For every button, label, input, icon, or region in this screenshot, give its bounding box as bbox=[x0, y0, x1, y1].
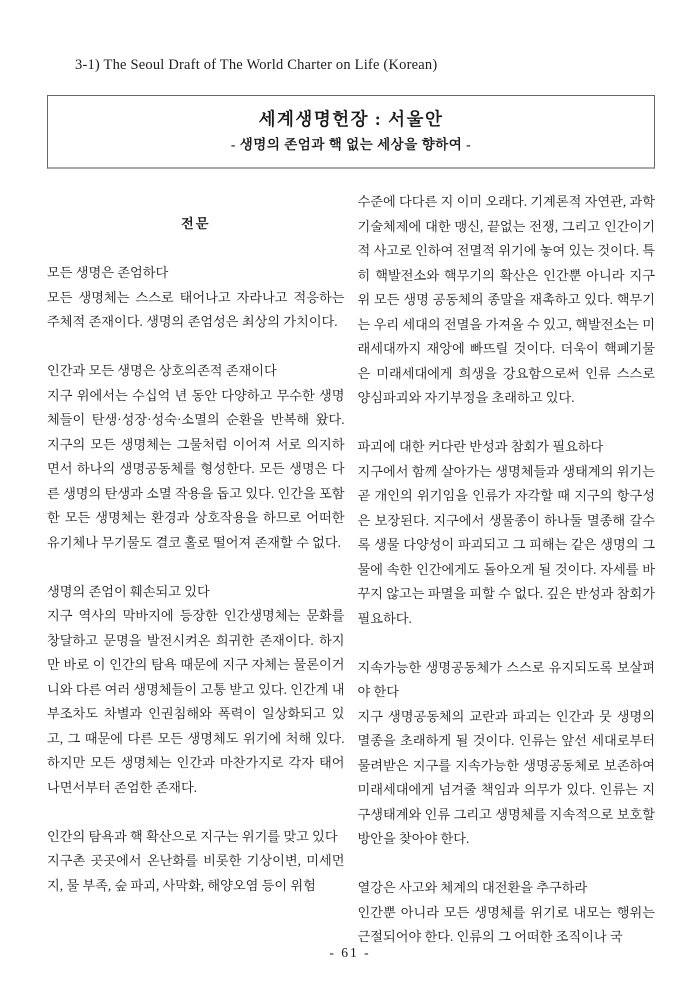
section-body: 모든 생명체는 스스로 태어나고 자라나고 적응하는 주체적 존재이다. 생명의 존엄성은 최상의 가치이다. bbox=[47, 289, 345, 329]
section-heading: 지속가능한 생명공동체가 스스로 유지되도록 보살펴야 한다 bbox=[357, 659, 655, 699]
section-body: 인간뿐 아니라 모든 생명체를 위기로 내모는 행위는 근절되어야 한다. 인류의 그 어떠한 조직이나 국 bbox=[357, 904, 655, 944]
section-heading: 열강은 사고와 체계의 대전환을 추구하라 bbox=[357, 880, 588, 895]
section-heading: 모든 생명은 존엄하다 bbox=[47, 265, 169, 280]
section-sustainable-community bbox=[358, 656, 656, 852]
section-reflection-repentance bbox=[358, 435, 656, 631]
section-dignity-damaged bbox=[47, 580, 345, 801]
section-body: 지구 역사의 막바지에 등장한 인간생명체는 문화를 창달하고 문명을 발전시켜온 희귀한 존재이다. 하지만 바로 이 인간의 탐욕 때문에 지구 자체는 물론이거니와 다른 여러 생명체들이 고통 받고 있다. 인간계 내부조차도 차별과 인권침해와 폭력이 일상화되고 있고, 그 때문에 다른 모든 생명체도 위기에 처해 있다. 하지만 모든 생명체는 인간과 마찬가지로 각자 태어나면서부터 존엄한 존재다. bbox=[47, 608, 345, 795]
section-heading: 인간의 탐욕과 핵 확산으로 지구는 위기를 맞고 있다 bbox=[47, 828, 338, 844]
section-body: 지구에서 함께 살아가는 생명체들과 생태계의 위기는 곧 개인의 위기임을 인류가 자각할 때 지구의 항구성은 보장된다. 지구에서 생물종이 하나둘 멸종해 갈수록 생물 다양성이 파괴되고 그 피해는 같은 생명의 그물에 속한 인간에게도 돌아오게 될 것이다. 자세를 바꾸지 않고는 파멸을 피할 수 없다. 깊은 반성과 참회가 필요하다. bbox=[357, 463, 655, 626]
preface-heading: 전문 bbox=[181, 216, 211, 231]
page-number: - 61 - bbox=[329, 945, 371, 960]
section-body: 지구 생명공동체의 교란과 파괴는 인간과 뭇 생명의 멸종을 초래하게 될 것이다. 인류는 앞선 세대로부터 물려받은 지구를 지속가능한 생명공동체로 보존하여 미래세대에게 넘겨줄 책임과 의무가 있다. 인류는 지구생태계와 인류 그리고 생명체를 지속적으로 보호할 방안을 찾아야 한다. bbox=[357, 708, 655, 846]
section-body: 지구 위에서는 수십억 년 동안 다양하고 무수한 생명체들이 탄생·성장·성숙·소멸의 순환을 반복해 왔다. 지구의 모든 생명체는 그물처럼 이어져 서로 의지하면서 하나의 생명공동체를 형성한다. 모든 생명은 다른 생명의 탄생과 소멸 작용을 돕고 있다. 인간을 포함한 모든 생명체는 환경과 상호작용을 하므로 어떠한 유기체나 무기물도 결코 홀로 떨어져 존재할 수 없다. bbox=[47, 387, 345, 550]
section-greed-and-nuclear-crisis bbox=[47, 825, 345, 899]
section-all-life-is-dignified bbox=[47, 261, 345, 335]
charter-title: 세계생명헌장 : 서울안 bbox=[258, 109, 444, 129]
charter-title-box bbox=[47, 95, 655, 169]
two-column-body bbox=[47, 190, 655, 952]
section-heading: 인간과 모든 생명은 상호의존적 존재이다 bbox=[47, 363, 277, 378]
section-heading: 파괴에 대한 커다란 반성과 참회가 필요하다 bbox=[357, 439, 604, 454]
left-column bbox=[47, 190, 345, 952]
section-continuation bbox=[358, 190, 656, 411]
section-body: 수준에 다다른 지 이미 오래다. 기계론적 자연관, 과학기술체제에 대한 맹신, 끝없는 전쟁, 그리고 인간이기적 사고로 인하여 전멸적 위기에 놓여 있는 것이다. 특히 핵발전소와 핵무기의 확산은 인간뿐 아니라 지구 위 모든 생명 공동체의 종말을 재촉하고 있다. 핵무기는 우리 세대의 전멸을 가져올 수 있고, 핵발전소는 미래세대까지 재앙에 빠뜨릴 것이다. 더욱이 핵폐기물은 미래세대에게 희생을 강요함으로써 인류 스스로 양심파괴와 자기부정을 초래하고 있다. bbox=[357, 194, 655, 405]
section-body: 지구촌 곳곳에서 온난화를 비롯한 기상이변, 미세먼지, 물 부족, 숲 파괴, 사막화, 해양오염 등이 위험 bbox=[47, 853, 345, 893]
section-interdependence bbox=[47, 359, 345, 555]
section-heading: 생명의 존엄이 훼손되고 있다 bbox=[47, 583, 210, 599]
section-great-transformation bbox=[358, 876, 656, 950]
right-column bbox=[358, 190, 656, 952]
charter-subtitle: - 생명의 존엄과 핵 없는 세상을 향하여 - bbox=[230, 137, 472, 152]
document-heading: 3-1) The Seoul Draft of The World Charter on Life (Korean) bbox=[75, 57, 438, 73]
